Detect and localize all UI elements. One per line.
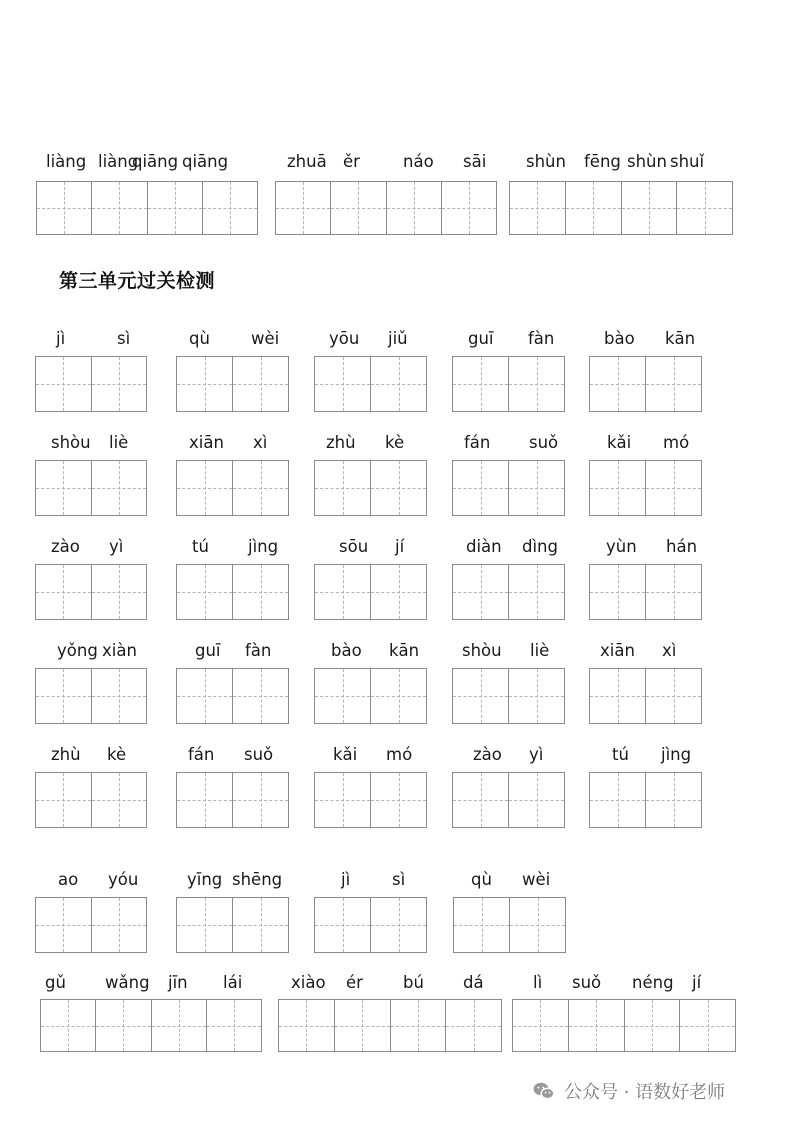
word-group xyxy=(176,537,289,620)
tianzige-grid xyxy=(452,460,565,516)
writing-cell[interactable] xyxy=(91,565,147,619)
pinyin-syllable: bào xyxy=(604,329,635,348)
word-group xyxy=(453,870,566,953)
pinyin-syllable: qiāng xyxy=(132,152,179,171)
tianzige-grid xyxy=(512,999,736,1052)
pinyin-syllable: suǒ xyxy=(529,433,559,452)
writing-cell[interactable] xyxy=(91,182,146,234)
writing-cell[interactable] xyxy=(508,461,564,515)
pinyin-syllable: ěr xyxy=(343,152,360,171)
pinyin-syllable: zhuā xyxy=(287,152,327,171)
pinyin-syllable: bào xyxy=(331,641,362,660)
pinyin-syllable: sōu xyxy=(339,537,369,556)
pinyin-syllable: fán xyxy=(188,745,215,764)
word-group xyxy=(278,973,502,1052)
word-group xyxy=(452,329,565,412)
writing-cell[interactable] xyxy=(41,1000,95,1051)
writing-cell[interactable] xyxy=(232,898,288,952)
pinyin-syllable: xiào xyxy=(291,973,326,992)
word-group xyxy=(35,870,147,953)
pinyin-syllable: fàn xyxy=(528,329,555,348)
tianzige-grid xyxy=(314,564,427,620)
wechat-icon xyxy=(532,1079,556,1103)
tianzige-grid xyxy=(35,564,147,620)
pinyin-syllable: fán xyxy=(464,433,491,452)
pinyin-syllable: qù xyxy=(189,329,210,348)
writing-cell[interactable] xyxy=(621,182,677,234)
pinyin-syllable: qù xyxy=(471,870,492,889)
tianzige-grid xyxy=(176,772,289,828)
word-group xyxy=(452,745,565,828)
pinyin-syllable: yì xyxy=(109,537,124,556)
tianzige-grid xyxy=(40,999,262,1052)
pinyin-syllable: bú xyxy=(403,973,424,992)
tianzige-grid xyxy=(314,460,427,516)
word-group xyxy=(176,329,289,412)
writing-cell[interactable] xyxy=(177,898,232,952)
word-group xyxy=(35,745,147,828)
writing-cell[interactable] xyxy=(232,461,288,515)
writing-cell[interactable] xyxy=(645,357,701,411)
pinyin-syllable: hán xyxy=(666,537,698,556)
writing-cell[interactable] xyxy=(151,1000,206,1051)
pinyin-syllable: shùn xyxy=(627,152,667,171)
tianzige-grid xyxy=(509,181,733,235)
word-group xyxy=(176,870,289,953)
pinyin-syllable: suǒ xyxy=(572,973,602,992)
pinyin-syllable: náo xyxy=(403,152,434,171)
pinyin-syllable: zhù xyxy=(326,433,356,452)
writing-cell[interactable] xyxy=(508,773,564,827)
writing-cell[interactable] xyxy=(330,182,385,234)
writing-cell[interactable] xyxy=(513,1000,568,1051)
pinyin-syllable: yùn xyxy=(606,537,637,556)
writing-cell[interactable] xyxy=(454,898,509,952)
writing-cell[interactable] xyxy=(386,182,441,234)
writing-cell[interactable] xyxy=(508,565,564,619)
tianzige-grid xyxy=(452,356,565,412)
pinyin-syllable: kān xyxy=(665,329,696,348)
writing-cell[interactable] xyxy=(510,182,565,234)
writing-cell[interactable] xyxy=(232,669,288,723)
writing-cell[interactable] xyxy=(36,773,91,827)
pinyin-syllable: mó xyxy=(386,745,413,764)
writing-cell[interactable] xyxy=(645,773,701,827)
tianzige-grid xyxy=(35,897,147,953)
word-group xyxy=(314,870,427,953)
word-group xyxy=(589,537,702,620)
writing-cell[interactable] xyxy=(624,1000,680,1051)
writing-cell[interactable] xyxy=(676,182,732,234)
writing-cell[interactable] xyxy=(315,357,370,411)
writing-cell[interactable] xyxy=(565,182,621,234)
pinyin-syllable: kǎi xyxy=(607,433,632,452)
word-group xyxy=(512,973,736,1052)
pinyin-syllable: diàn xyxy=(466,537,502,556)
pinyin-syllable: jīn xyxy=(168,973,188,992)
pinyin-syllable: kān xyxy=(389,641,420,660)
writing-cell[interactable] xyxy=(370,461,426,515)
writing-cell[interactable] xyxy=(370,773,426,827)
pinyin-syllable: yóu xyxy=(108,870,139,889)
writing-cell[interactable] xyxy=(679,1000,735,1051)
pinyin-syllable: jìng xyxy=(661,745,692,764)
word-group xyxy=(314,641,427,724)
pinyin-syllable: lái xyxy=(223,973,243,992)
word-group xyxy=(275,152,497,235)
word-group xyxy=(589,329,702,412)
pinyin-syllable: gǔ xyxy=(45,973,66,992)
word-group xyxy=(314,537,427,620)
writing-cell[interactable] xyxy=(453,565,508,619)
writing-cell[interactable] xyxy=(509,898,565,952)
writing-cell[interactable] xyxy=(202,182,257,234)
word-group xyxy=(314,329,427,412)
writing-cell[interactable] xyxy=(508,669,564,723)
writing-cell[interactable] xyxy=(315,461,370,515)
tianzige-grid xyxy=(314,897,427,953)
tianzige-grid xyxy=(35,772,147,828)
word-group xyxy=(314,433,427,516)
writing-cell[interactable] xyxy=(445,1000,501,1051)
pinyin-syllable: zào xyxy=(473,745,502,764)
pinyin-syllable: jìng xyxy=(248,537,279,556)
writing-cell[interactable] xyxy=(315,773,370,827)
word-group xyxy=(589,745,702,828)
writing-cell[interactable] xyxy=(508,357,564,411)
pinyin-syllable: wèi xyxy=(251,329,280,348)
writing-cell[interactable] xyxy=(276,182,330,234)
word-group xyxy=(36,152,258,235)
tianzige-grid xyxy=(314,668,427,724)
pinyin-syllable: zào xyxy=(51,537,80,556)
pinyin-syllable: shēng xyxy=(232,870,283,889)
pinyin-syllable: jí xyxy=(692,973,702,992)
pinyin-syllable: shùn xyxy=(526,152,566,171)
watermark-text: 公众号 · 语数好老师 xyxy=(564,1082,726,1103)
pinyin-syllable: sāi xyxy=(463,152,487,171)
tianzige-grid xyxy=(453,897,566,953)
word-group xyxy=(452,641,565,724)
word-group xyxy=(314,745,427,828)
tianzige-grid xyxy=(278,999,502,1052)
watermark xyxy=(532,1078,725,1104)
pinyin-syllable: fàn xyxy=(245,641,272,660)
pinyin-syllable: liàng xyxy=(98,152,139,171)
pinyin-syllable: jí xyxy=(395,537,405,556)
pinyin-syllable: kè xyxy=(385,433,405,452)
pinyin-syllable: liè xyxy=(109,433,129,452)
writing-cell[interactable] xyxy=(91,773,147,827)
word-group xyxy=(176,433,289,516)
writing-cell[interactable] xyxy=(37,182,91,234)
pinyin-syllable: xiān xyxy=(189,433,224,452)
tianzige-grid xyxy=(589,772,702,828)
writing-cell[interactable] xyxy=(370,669,426,723)
writing-cell[interactable] xyxy=(645,565,701,619)
writing-cell[interactable] xyxy=(177,773,232,827)
writing-cell[interactable] xyxy=(232,773,288,827)
writing-cell[interactable] xyxy=(370,898,426,952)
writing-cell[interactable] xyxy=(590,357,645,411)
pinyin-syllable: xiān xyxy=(600,641,635,660)
writing-cell[interactable] xyxy=(315,898,370,952)
pinyin-syllable: fēng xyxy=(584,152,621,171)
pinyin-syllable: jiǔ xyxy=(388,329,408,348)
writing-cell[interactable] xyxy=(315,669,370,723)
tianzige-grid xyxy=(35,460,147,516)
pinyin-syllable: jì xyxy=(341,870,351,889)
tianzige-grid xyxy=(589,356,702,412)
tianzige-grid xyxy=(589,460,702,516)
writing-cell[interactable] xyxy=(177,461,232,515)
pinyin-syllable: sì xyxy=(392,870,406,889)
pinyin-syllable: wǎng xyxy=(105,973,150,992)
tianzige-grid xyxy=(589,564,702,620)
tianzige-grid xyxy=(275,181,497,235)
tianzige-grid xyxy=(452,772,565,828)
tianzige-grid xyxy=(314,772,427,828)
writing-cell[interactable] xyxy=(177,357,232,411)
writing-cell[interactable] xyxy=(91,461,147,515)
writing-cell[interactable] xyxy=(91,669,147,723)
writing-cell[interactable] xyxy=(36,461,91,515)
writing-cell[interactable] xyxy=(453,669,508,723)
section-title: 第三单元过关检测 xyxy=(59,270,216,292)
word-group xyxy=(452,537,565,620)
pinyin-syllable: qiāng xyxy=(182,152,229,171)
writing-cell[interactable] xyxy=(36,565,91,619)
pinyin-syllable: shòu xyxy=(51,433,91,452)
writing-cell[interactable] xyxy=(453,357,508,411)
word-group xyxy=(589,433,702,516)
tianzige-grid xyxy=(36,181,258,235)
tianzige-grid xyxy=(176,564,289,620)
writing-cell[interactable] xyxy=(91,898,147,952)
writing-cell[interactable] xyxy=(453,773,508,827)
pinyin-syllable: tú xyxy=(612,745,629,764)
tianzige-grid xyxy=(452,668,565,724)
writing-cell[interactable] xyxy=(370,565,426,619)
pinyin-syllable: tú xyxy=(192,537,209,556)
word-group xyxy=(40,973,262,1052)
writing-cell[interactable] xyxy=(590,565,645,619)
writing-cell[interactable] xyxy=(315,565,370,619)
word-group xyxy=(35,537,147,620)
writing-cell[interactable] xyxy=(36,357,91,411)
pinyin-syllable: guī xyxy=(195,641,221,660)
pinyin-syllable: lì xyxy=(533,973,543,992)
writing-cell[interactable] xyxy=(590,773,645,827)
writing-cell[interactable] xyxy=(590,669,645,723)
writing-cell[interactable] xyxy=(453,461,508,515)
pinyin-syllable: guī xyxy=(468,329,494,348)
pinyin-syllable: dá xyxy=(463,973,484,992)
tianzige-grid xyxy=(35,356,147,412)
writing-cell[interactable] xyxy=(279,1000,334,1051)
pinyin-syllable: yì xyxy=(529,745,544,764)
pinyin-syllable: wèi xyxy=(522,870,551,889)
writing-cell[interactable] xyxy=(36,669,91,723)
tianzige-grid xyxy=(452,564,565,620)
pinyin-syllable: kè xyxy=(107,745,127,764)
tianzige-grid xyxy=(176,668,289,724)
pinyin-syllable: yōu xyxy=(329,329,360,348)
writing-cell[interactable] xyxy=(370,357,426,411)
tianzige-grid xyxy=(176,356,289,412)
tianzige-grid xyxy=(314,356,427,412)
writing-cell[interactable] xyxy=(177,565,232,619)
writing-cell[interactable] xyxy=(91,357,147,411)
word-group xyxy=(176,745,289,828)
writing-cell[interactable] xyxy=(95,1000,150,1051)
pinyin-syllable: kǎi xyxy=(333,745,358,764)
word-group xyxy=(35,641,147,724)
pinyin-syllable: ao xyxy=(58,870,79,889)
tianzige-grid xyxy=(176,460,289,516)
writing-cell[interactable] xyxy=(568,1000,624,1051)
pinyin-syllable: néng xyxy=(632,973,674,992)
pinyin-syllable: xì xyxy=(253,433,268,452)
writing-cell[interactable] xyxy=(177,669,232,723)
writing-cell[interactable] xyxy=(36,898,91,952)
pinyin-syllable: liè xyxy=(530,641,550,660)
writing-cell[interactable] xyxy=(645,461,701,515)
pinyin-syllable: liàng xyxy=(46,152,87,171)
word-group xyxy=(176,641,289,724)
pinyin-syllable: jì xyxy=(56,329,66,348)
pinyin-syllable: xiàn xyxy=(102,641,137,660)
word-group xyxy=(452,433,565,516)
pinyin-syllable: shòu xyxy=(462,641,502,660)
writing-cell[interactable] xyxy=(206,1000,261,1051)
pinyin-syllable: suǒ xyxy=(244,745,274,764)
writing-cell[interactable] xyxy=(590,461,645,515)
pinyin-syllable: sì xyxy=(117,329,131,348)
writing-cell[interactable] xyxy=(232,357,288,411)
tianzige-grid xyxy=(35,668,147,724)
tianzige-grid xyxy=(589,668,702,724)
writing-cell[interactable] xyxy=(390,1000,446,1051)
pinyin-syllable: ér xyxy=(346,973,363,992)
pinyin-syllable: mó xyxy=(663,433,690,452)
writing-cell[interactable] xyxy=(334,1000,390,1051)
word-group xyxy=(35,433,147,516)
writing-cell[interactable] xyxy=(147,182,202,234)
pinyin-syllable: dìng xyxy=(522,537,558,556)
pinyin-syllable: zhù xyxy=(51,745,81,764)
writing-cell[interactable] xyxy=(441,182,496,234)
tianzige-grid xyxy=(176,897,289,953)
word-group xyxy=(509,152,733,235)
writing-cell[interactable] xyxy=(645,669,701,723)
word-group xyxy=(589,641,702,724)
pinyin-syllable: yīng xyxy=(187,870,223,889)
pinyin-syllable: xì xyxy=(662,641,677,660)
word-group xyxy=(35,329,147,412)
writing-cell[interactable] xyxy=(232,565,288,619)
pinyin-syllable: yǒng xyxy=(57,641,98,660)
pinyin-syllable: shuǐ xyxy=(670,152,705,171)
